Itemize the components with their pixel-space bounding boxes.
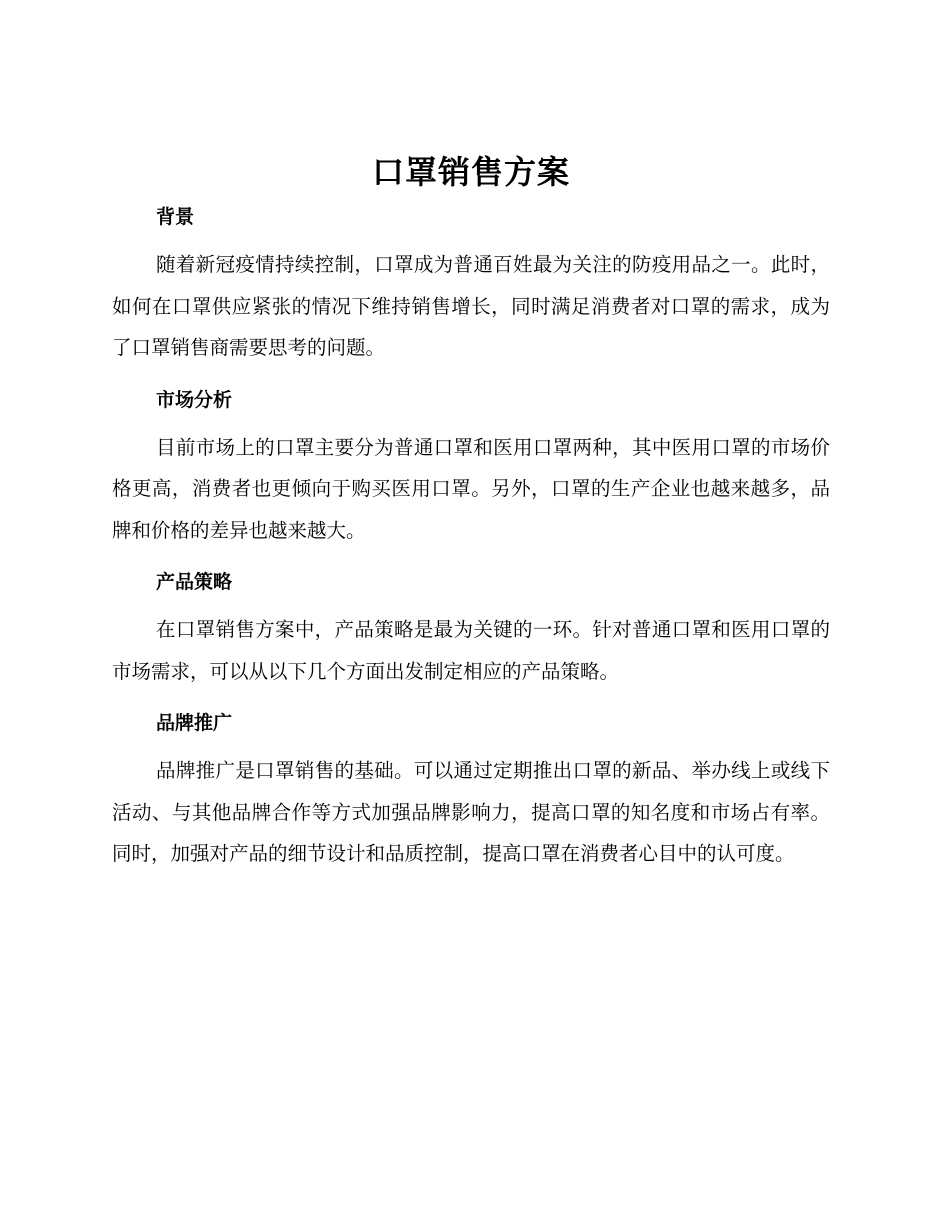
section-paragraph: 目前市场上的口罩主要分为普通口罩和医用口罩两种，其中医用口罩的市场价格更高，消费者也更倾向于购买医用口罩。另外，口罩的生产企业也越来越多，品牌和价格的差异也越来越大。 <box>112 435 830 542</box>
document-title: 口罩销售方案 <box>371 153 570 191</box>
section-heading: 产品策略 <box>156 571 233 593</box>
section-paragraph: 随着新冠疫情持续控制，口罩成为普通百姓最为关注的防疫用品之一。此时，如何在口罩供应紧张的情况下维持销售增长，同时满足消费者对口罩的需求，成为了口罩销售商需要思考的问题。 <box>112 253 830 359</box>
section-market-analysis <box>112 385 830 552</box>
section-brand-promotion <box>112 708 830 875</box>
section-heading: 背景 <box>156 206 195 228</box>
section-background <box>112 202 830 369</box>
section-paragraph: 在口罩销售方案中，产品策略是最为关键的一环。针对普通口罩和医用口罩的市场需求，可以从以下几个方面出发制定相应的产品策略。 <box>112 618 830 683</box>
section-heading: 市场分析 <box>156 388 233 411</box>
section-product-strategy <box>112 567 830 692</box>
section-heading: 品牌推广 <box>156 712 233 734</box>
section-paragraph: 品牌推广是口罩销售的基础。可以通过定期推出口罩的新品、举办线上或线下活动、与其他品牌合作等方式加强品牌影响力，提高口罩的知名度和市场占有率。同时，加强对产品的细节设计和品质控制，提高口罩在消费者心目中的认可度。 <box>112 759 830 865</box>
